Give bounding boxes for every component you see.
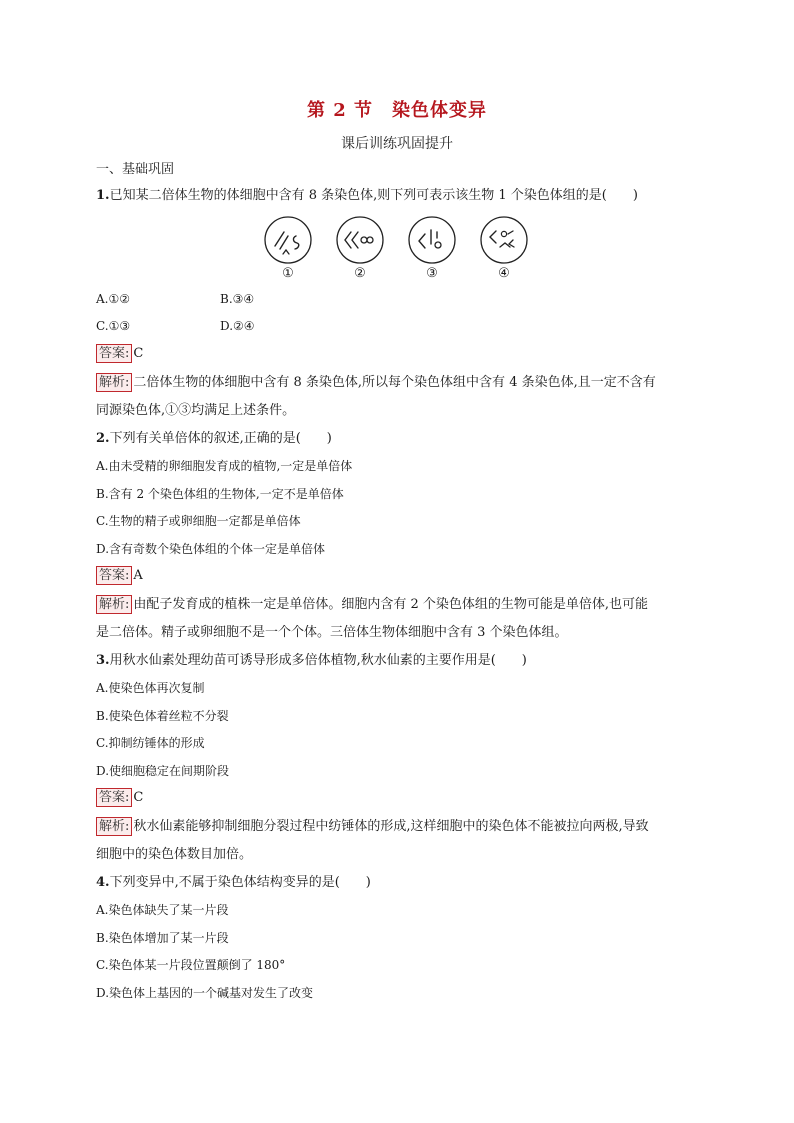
answer-value: A: [133, 568, 143, 583]
cell-label: ①: [282, 266, 294, 281]
chromosome-figure: [262, 214, 532, 284]
cell-label: ②: [354, 266, 366, 281]
option-b: B.含有 2 个染色体组的生物体,一定不是单倍体: [96, 487, 344, 501]
question-3: [96, 651, 527, 671]
answer-value: C: [133, 790, 144, 805]
question-number: 3.: [96, 653, 110, 668]
cell-4-drawing: [478, 214, 530, 266]
question-stem: 下列有关单倍体的叙述,正确的是( ): [109, 431, 332, 446]
option-b: B.③④: [220, 292, 255, 306]
option-c: C.①③: [96, 319, 131, 333]
option-a: A.由未受精的卵细胞发育成的植物,一定是单倍体: [96, 459, 353, 473]
cell-diagram-3: [406, 214, 458, 284]
analysis-1: [96, 373, 656, 393]
option-b: B.使染色体着丝粒不分裂: [96, 709, 229, 723]
analysis-3-cont: 细胞中的染色体数目加倍。: [96, 847, 253, 862]
analysis-tag: 解析:: [96, 373, 132, 392]
option-d: D.含有奇数个染色体组的个体一定是单倍体: [96, 542, 326, 556]
page-subtitle: 课后训练巩固提升: [341, 136, 453, 152]
question-stem: 下列变异中,不属于染色体结构变异的是( ): [109, 875, 371, 890]
cell-diagram-1: [262, 214, 314, 284]
cell-1-drawing: [262, 214, 314, 266]
cell-label: ④: [498, 266, 510, 281]
question-4: [96, 873, 371, 893]
option-a: A.①②: [96, 292, 130, 306]
option-c: C.生物的精子或卵细胞一定都是单倍体: [96, 514, 301, 528]
question-number: 1.: [96, 188, 110, 203]
answer-3: [96, 788, 143, 808]
question-number: 4.: [96, 875, 110, 890]
answer-tag: 答案:: [96, 788, 132, 807]
option-a: A.使染色体再次复制: [96, 681, 205, 695]
cell-label: ③: [426, 266, 438, 281]
question-1: [96, 186, 638, 206]
analysis-text: 秋水仙素能够抑制细胞分裂过程中纺锤体的形成,这样细胞中的染色体不能被拉向两极,导致: [133, 819, 649, 834]
page-title: 第 2 节 染色体变异: [306, 100, 488, 121]
analysis-tag: 解析:: [96, 817, 132, 836]
cell-2-drawing: [334, 214, 386, 266]
answer-tag: 答案:: [96, 344, 132, 363]
analysis-1-cont: 同源染色体,①③均满足上述条件。: [96, 403, 296, 418]
answer-tag: 答案:: [96, 566, 132, 585]
answer-1: [96, 344, 143, 364]
option-c: C.抑制纺锤体的形成: [96, 736, 205, 750]
option-d: D.②④: [220, 319, 255, 333]
answer-2: [96, 566, 143, 586]
analysis-text: 二倍体生物的体细胞中含有 8 条染色体,所以每个染色体组中含有 4 条染色体,且一定不含有: [133, 375, 656, 390]
option-d: D.使细胞稳定在间期阶段: [96, 764, 230, 778]
analysis-2: [96, 595, 648, 615]
question-2: [96, 429, 332, 449]
option-c: C.染色体某一片段位置颠倒了 180°: [96, 958, 286, 972]
option-b: B.染色体增加了某一片段: [96, 931, 229, 945]
option-d: D.染色体上基因的一个碱基对发生了改变: [96, 986, 314, 1000]
answer-value: C: [133, 346, 144, 361]
option-a: A.染色体缺失了某一片段: [96, 903, 229, 917]
question-stem: 用秋水仙素处理幼苗可诱导形成多倍体植物,秋水仙素的主要作用是( ): [109, 653, 527, 668]
analysis-tag: 解析:: [96, 595, 132, 614]
cell-diagram-4: [478, 214, 530, 284]
question-number: 2.: [96, 431, 110, 446]
analysis-3: [96, 817, 649, 837]
analysis-2-cont: 是二倍体。精子或卵细胞不是一个个体。三倍体生物体细胞中含有 3 个染色体组。: [96, 625, 568, 640]
cell-3-drawing: [406, 214, 458, 266]
analysis-text: 由配子发育成的植株一定是单倍体。细胞内含有 2 个染色体组的生物可能是单倍体,也可能: [133, 597, 649, 612]
question-stem: 已知某二倍体生物的体细胞中含有 8 条染色体,则下列可表示该生物 1 个染色体组的是( ): [109, 188, 638, 203]
section-heading: 一、基础巩固: [96, 162, 175, 177]
cell-diagram-2: [334, 214, 386, 284]
